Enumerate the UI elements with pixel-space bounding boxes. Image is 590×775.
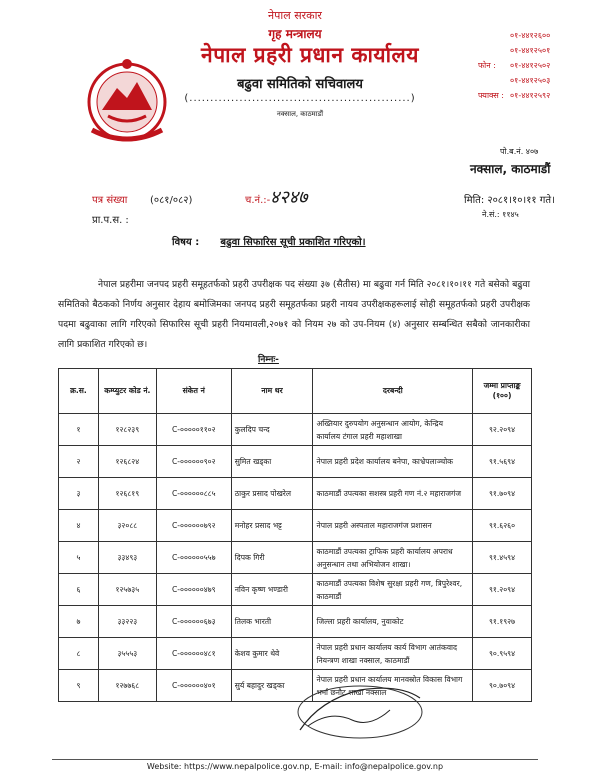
cell-posting: अख्तियार दुरुपयोग अनुसन्धान आयोग, केन्द्रिय कार्यालय टंगाल प्रहरी महाशाखा — [313, 414, 473, 446]
letter-number-label: पत्र संख्या — [92, 195, 128, 206]
nepal-sambat-date: ने.सं.: ११४५ — [482, 210, 519, 219]
cell-code: १२८२३९ — [98, 414, 156, 446]
footer-divider — [52, 759, 538, 760]
table-row — [59, 414, 532, 446]
table-row — [59, 478, 532, 510]
subject-text: बढुवा सिफारिस सूची प्रकाशित गरिएको। — [220, 237, 366, 248]
table-row — [59, 606, 532, 638]
cell-serial: ५ — [59, 542, 99, 574]
cell-code: ३५५५३ — [98, 638, 156, 670]
cell-posting: नेपाल प्रहरी प्रधान कार्यालय कार्य विभाग आतंकवाद नियन्त्रण शाखा नक्साल, काठमाडौं — [313, 638, 473, 670]
cell-serial: ३ — [59, 478, 99, 510]
cell-code: १२६८२४ — [98, 446, 156, 478]
subject-label: विषय : — [172, 237, 200, 248]
cell-serial: ९ — [59, 670, 99, 702]
cell-score: ९१.६२६० — [473, 510, 532, 542]
cell-symbol: C-००००००४८१ — [156, 638, 231, 670]
po-box: पो.ब.नं. ४०७ — [500, 147, 539, 156]
cell-posting: काठमाडौं उपत्यका ट्राफिक प्रहरी कार्यालय अपराध अनुसन्धान तथा अभियोजन शाखा। — [313, 542, 473, 574]
cell-name: कुलदिप चन्द — [231, 414, 313, 446]
cell-score: ९१.७०९४ — [473, 478, 532, 510]
table-row — [59, 638, 532, 670]
phone-line: फोन : ०१-४४१२५०२ — [478, 61, 551, 70]
header-serial: क्र.स. — [59, 369, 99, 414]
table-header-row — [59, 369, 532, 414]
cell-code: ३३२२३ — [98, 606, 156, 638]
cell-symbol: C-००००००५५७ — [156, 542, 231, 574]
cell-name: तिलक भारती — [231, 606, 313, 638]
cell-name: नविन कृष्ण भण्डारी — [231, 574, 313, 606]
cell-name: ठाकुर प्रसाद पोखरेल — [231, 478, 313, 510]
cell-symbol: C-०००००११०२ — [156, 414, 231, 446]
recommendation-table — [58, 368, 532, 702]
subject-line — [172, 234, 366, 248]
header-posting: दरबन्दी — [313, 369, 473, 414]
secretariat-dots: (.....................................................) — [184, 93, 416, 104]
cell-score: ९०.९५९४ — [473, 638, 532, 670]
cell-score: ९१.४५९४ — [473, 542, 532, 574]
list-heading: निम्नः- — [258, 355, 279, 365]
cell-posting: नेपाल प्रहरी प्रधान कार्यालय मानवस्रोत विकास विभाग भर्ना छनौट शाखा नक्साल — [313, 670, 473, 702]
letter-number-value: (०८१/०८२) — [150, 195, 193, 206]
cell-serial: ४ — [59, 510, 99, 542]
table-row — [59, 446, 532, 478]
cell-posting: जिल्ला प्रहरी कार्यालय, नुवाकोट — [313, 606, 473, 638]
cell-score: ९१.५६९४ — [473, 446, 532, 478]
body-paragraph: नेपाल प्रहरीमा जनपद प्रहरी समूहतर्फको प्रहरी उपरीक्षक पद संख्या ३७ (सैतीस) मा बढुवा गर्न मिति २०८१।१०।११ गते बसेको बढुवा समितिको बैठकको निर्णय अनुसार देहाय बमोजिमका जनपद प्रहरी समूहतर्फका प्रहरी नायव उपरीक्षकहरूलाई सोही समूहतर्फको प्रहरी उपरीक्षक पदमा बढुवाका लागि गरिएको सिफारिस सूची प्रहरी नियमावली,२०७१ को नियम २७ को उप-नियम (४) अनुसार सम्बन्धित सबैको जानकारीका लागि प्रकाशित गरिएको छ। — [58, 279, 530, 350]
cell-score: ९१.२०९४ — [473, 574, 532, 606]
cell-serial: ६ — [59, 574, 99, 606]
address: नक्साल, काठमाडौं — [470, 162, 551, 176]
cell-symbol: C-००००००४०१ — [156, 670, 231, 702]
cell-score: ९२.२०९४ — [473, 414, 532, 446]
footer-contact: Website: https://www.nepalpolice.gov.np, E-mail: info@nepalpolice.gov.np — [146, 762, 444, 771]
ministry-name: गृह मन्त्रालय — [268, 27, 322, 41]
cell-code: ३३४९३ — [98, 542, 156, 574]
cell-serial: १ — [59, 414, 99, 446]
cell-name: दिपक गिरी — [231, 542, 313, 574]
cell-serial: ८ — [59, 638, 99, 670]
fax-line: फ्याक्स : ०१-४४१२५९२ — [478, 91, 551, 100]
cell-posting: काठमाडौं उपत्यका सशस्त्र प्रहरी गण नं.२ महाराजगंज — [313, 478, 473, 510]
cell-posting: काठमाडौं उपत्यका विशेष सुरक्षा प्रहरी गण, त्रिपुरेश्वर, काठमाडौं — [313, 574, 473, 606]
cell-code: ३२०८८ — [98, 510, 156, 542]
header-symbol-number: संकेत नं — [156, 369, 231, 414]
cell-code: १२७७६८ — [98, 670, 156, 702]
cell-score: ९०.७०९४ — [473, 670, 532, 702]
cell-serial: ७ — [59, 606, 99, 638]
dispatch-number-value: ४२४७ — [270, 187, 308, 208]
cell-symbol: C-००००००६७३ — [156, 606, 231, 638]
official-stamp-icon — [290, 680, 430, 742]
header-total-score: जम्मा प्राप्ताङ्क (१००) — [473, 369, 532, 414]
date: मिति: २०८१।१०।११ गते। — [464, 195, 555, 206]
table-row — [59, 542, 532, 574]
cell-symbol: C-००००००४७९ — [156, 574, 231, 606]
nepal-emblem-icon — [82, 52, 172, 148]
table-row — [59, 574, 532, 606]
cell-posting: नेपाल प्रहरी अस्पताल महाराजगंज प्रशासन — [313, 510, 473, 542]
cell-name: सुर्य बहादुर खड्का — [231, 670, 313, 702]
location-small: नक्साल, काठमाडौं — [276, 110, 324, 118]
cell-score: ९१.१९२७ — [473, 606, 532, 638]
cell-name: केशव कुमार थेवे — [231, 638, 313, 670]
cell-symbol: C-००००००८८५ — [156, 478, 231, 510]
cell-posting: नेपाल प्रहरी प्रदेश कार्यालय बनेपा, काभ्रेपलाञ्चोक — [313, 446, 473, 478]
prapas-label: प्रा.प.स. : — [92, 215, 129, 226]
header-computer-code: कम्प्युटर कोड नं. — [98, 369, 156, 414]
cell-symbol: C-००००००७९२ — [156, 510, 231, 542]
dispatch-number-label: च.नं.:- — [245, 195, 271, 206]
cell-serial: २ — [59, 446, 99, 478]
cell-code: १२६८१९ — [98, 478, 156, 510]
secretariat-title: बढुवा समितिको सचिवालय — [237, 77, 363, 92]
header-name: नाम थर — [231, 369, 313, 414]
cell-name: सुमित खड्का — [231, 446, 313, 478]
cell-code: १२५७३५ — [98, 574, 156, 606]
table-row — [59, 510, 532, 542]
cell-symbol: C-००००००९०२ — [156, 446, 231, 478]
government-name: नेपाल सरकार — [268, 9, 322, 22]
cell-name: मनोहर प्रसाद भट्ट — [231, 510, 313, 542]
office-title: नेपाल प्रहरी प्रधान कार्यालय — [201, 43, 419, 67]
